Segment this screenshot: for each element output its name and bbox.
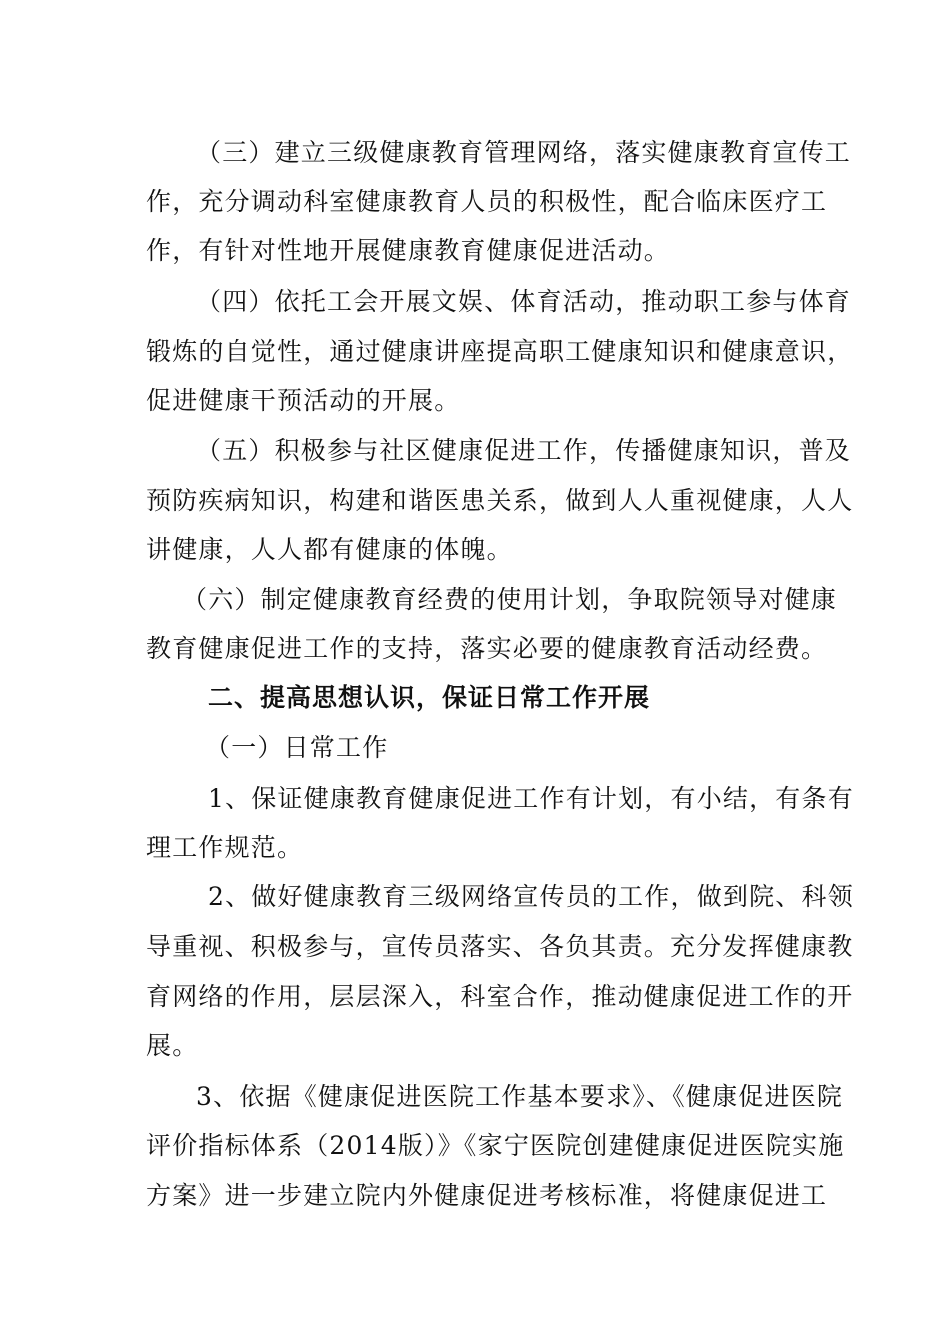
item-2-line-4: 展。 [146, 1031, 199, 1060]
para-5-line-1: （五）积极参与社区健康促进工作，传播健康知识，普及 [196, 436, 852, 465]
item-1-line-1: 1、保证健康教育健康促进工作有计划，有小结，有条有 [208, 784, 854, 813]
para-4-line-3: 促进健康干预活动的开展。 [146, 386, 461, 415]
para-6-line-2: 教育健康促进工作的支持，落实必要的健康教育活动经费。 [146, 634, 828, 663]
item-3-line-2: 评价指标体系（2014版）》《家宁医院创建健康促进医院实施 [146, 1131, 845, 1160]
section-heading: 二、提高思想认识，保证日常工作开展 [208, 683, 651, 712]
item-3-line-3: 方案》进一步建立院内外健康促进考核标准，将健康促进工 [146, 1181, 828, 1210]
item-3-line-1: 3、依据《健康促进医院工作基本要求》、《健康促进医院 [196, 1082, 844, 1111]
item-2-line-3: 育网络的作用，层层深入，科室合作，推动健康促进工作的开 [146, 982, 854, 1011]
para-5-line-3: 讲健康，人人都有健康的体魄。 [146, 535, 513, 564]
item-2-line-1: 2、做好健康教育三级网络宣传员的工作，做到院、科领 [208, 882, 854, 911]
para-4-line-1: （四）依托工会开展文娱、体育活动，推动职工参与体育 [196, 287, 852, 316]
item-1-line-2: 理工作规范。 [146, 833, 304, 862]
subsection-heading: （一）日常工作 [205, 733, 389, 762]
para-3-line-3: 作，有针对性地开展健康教育健康促进活动。 [146, 236, 671, 265]
para-6-line-1: （六）制定健康教育经费的使用计划，争取院领导对健康 [182, 585, 838, 614]
para-3-line-1: （三）建立三级健康教育管理网络，落实健康教育宣传工 [196, 138, 852, 167]
para-5-line-2: 预防疾病知识，构建和谐医患关系，做到人人重视健康，人人 [146, 486, 854, 515]
para-4-line-2: 锻炼的自觉性，通过健康讲座提高职工健康知识和健康意识， [146, 337, 854, 366]
para-3-line-2: 作，充分调动科室健康教育人员的积极性，配合临床医疗工 [146, 187, 828, 216]
item-2-line-2: 导重视、积极参与，宣传员落实、各负其责。充分发挥健康教 [146, 932, 854, 961]
